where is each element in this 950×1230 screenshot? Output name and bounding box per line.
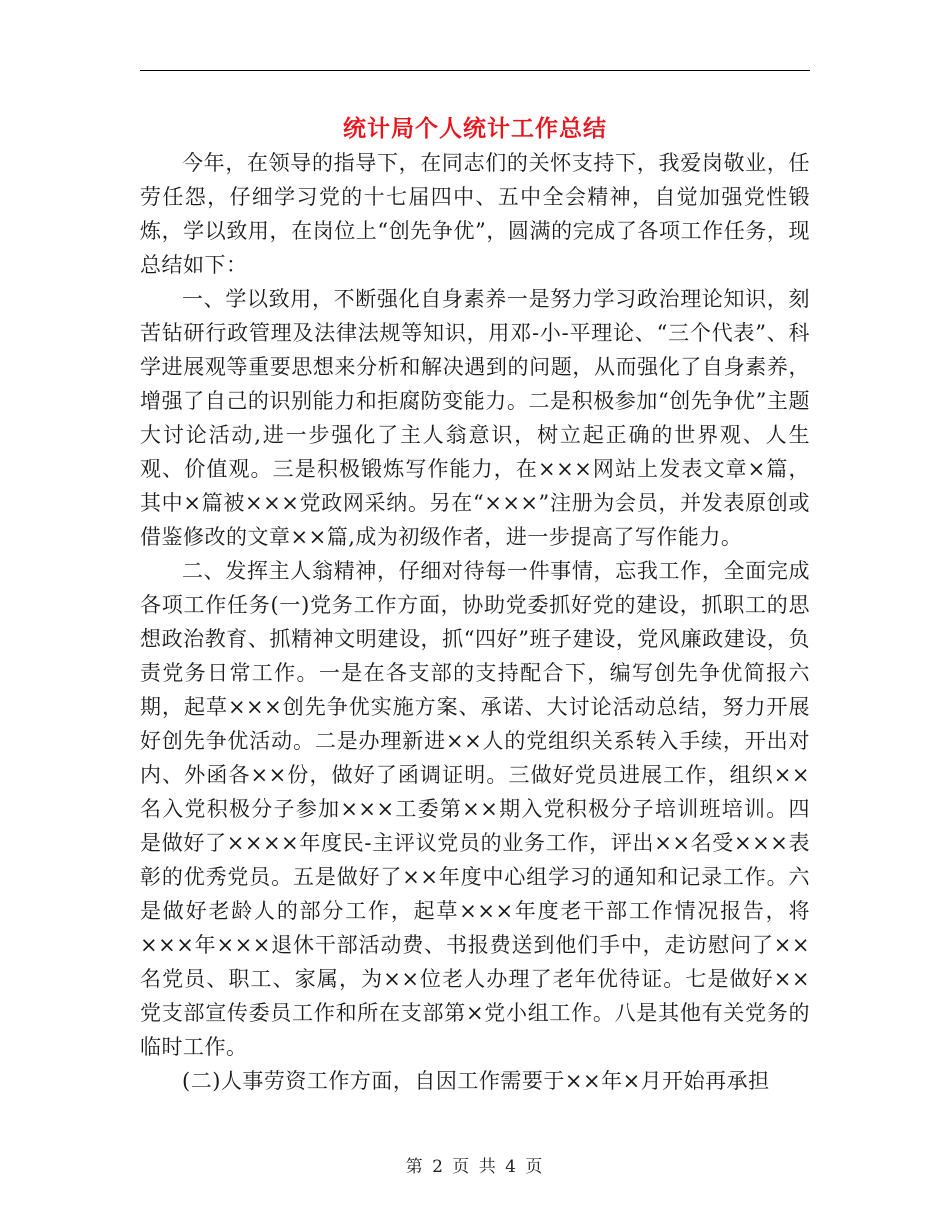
paragraph-section-two: 二、发挥主人翁精神，仔细对待每一件事情，忘我工作，全面完成各项工作任务(一)党务工作方面，协助党委抓好党的建设，抓职工的思想政治教育、抓精神文明建设，抓“四好”班子建设，党风廉政建设，负责党务日常工作。一是在各支部的支持配合下，编写创先争优简报六期，起草×××创先争优实施方案、承诺、大讨论活动总结，努力开展好创先争优活动。二是办理新进××人的党组织关系转入手续，开出对内、外函各××份，做好了函调证明。三做好党员进展工作，组织××名入党积极分子参加×××工委第××期入党积极分子培训班培训。四是做好了××××年度民-主评议党员的业务工作，评出××名受×××表彰的优秀党员。五是做好了××年度中心组学习的通知和记录工作。六是做好老龄人的部分工作，起草×××年度老干部工作情况报告，将×××年×××退休干部活动费、书报费送到他们手中，走访慰问了××名党员、职工、家属，为××位老人办理了老年优待证。七是做好××党支部宣传委员工作和所在支部第×党小组工作。八是其他有关党务的临时工作。 xyxy=(140,559,810,1059)
paragraph-section-two-part-two: (二)人事劳资工作方面，自因工作需要于××年×月开始再承担 xyxy=(182,1069,770,1093)
paragraph-section-one: 一、学以致用，不断强化自身素养一是努力学习政治理论知识，刻苦钻研行政管理及法律法规等知识，用邓-小-平理论、“三个代表”、科学进展观等重要思想来分析和解决遇到的问题，从而强化了自身素养，增强了自己的识别能力和拒腐防变能力。二是积极参加“创先争优”主题大讨论活动,进一步强化了主人翁意识，树立起正确的世界观、人生观、价值观。三是积极锻炼写作能力，在×××网站上发表文章×篇，其中×篇被×××党政网采纳。另在“×××”注册为会员，并发表原创或借鉴修改的文章××篇,成为初级作者，进一步提高了写作能力。 xyxy=(140,287,810,549)
page-number: 第 2 页 共 4 页 xyxy=(405,1157,545,1177)
page-title: 统计局个人统计工作总结 xyxy=(343,115,607,142)
paragraph-intro: 今年，在领导的指导下，在同志们的关怀支持下，我爱岗敬业，任劳任怨，仔细学习党的十七届四中、五中全会精神，自觉加强党性锻炼，学以致用，在岗位上“创先争优”，圆满的完成了各项工作任务，现总结如下： xyxy=(140,151,810,277)
header-rule xyxy=(140,70,810,71)
document-body xyxy=(140,146,810,1098)
